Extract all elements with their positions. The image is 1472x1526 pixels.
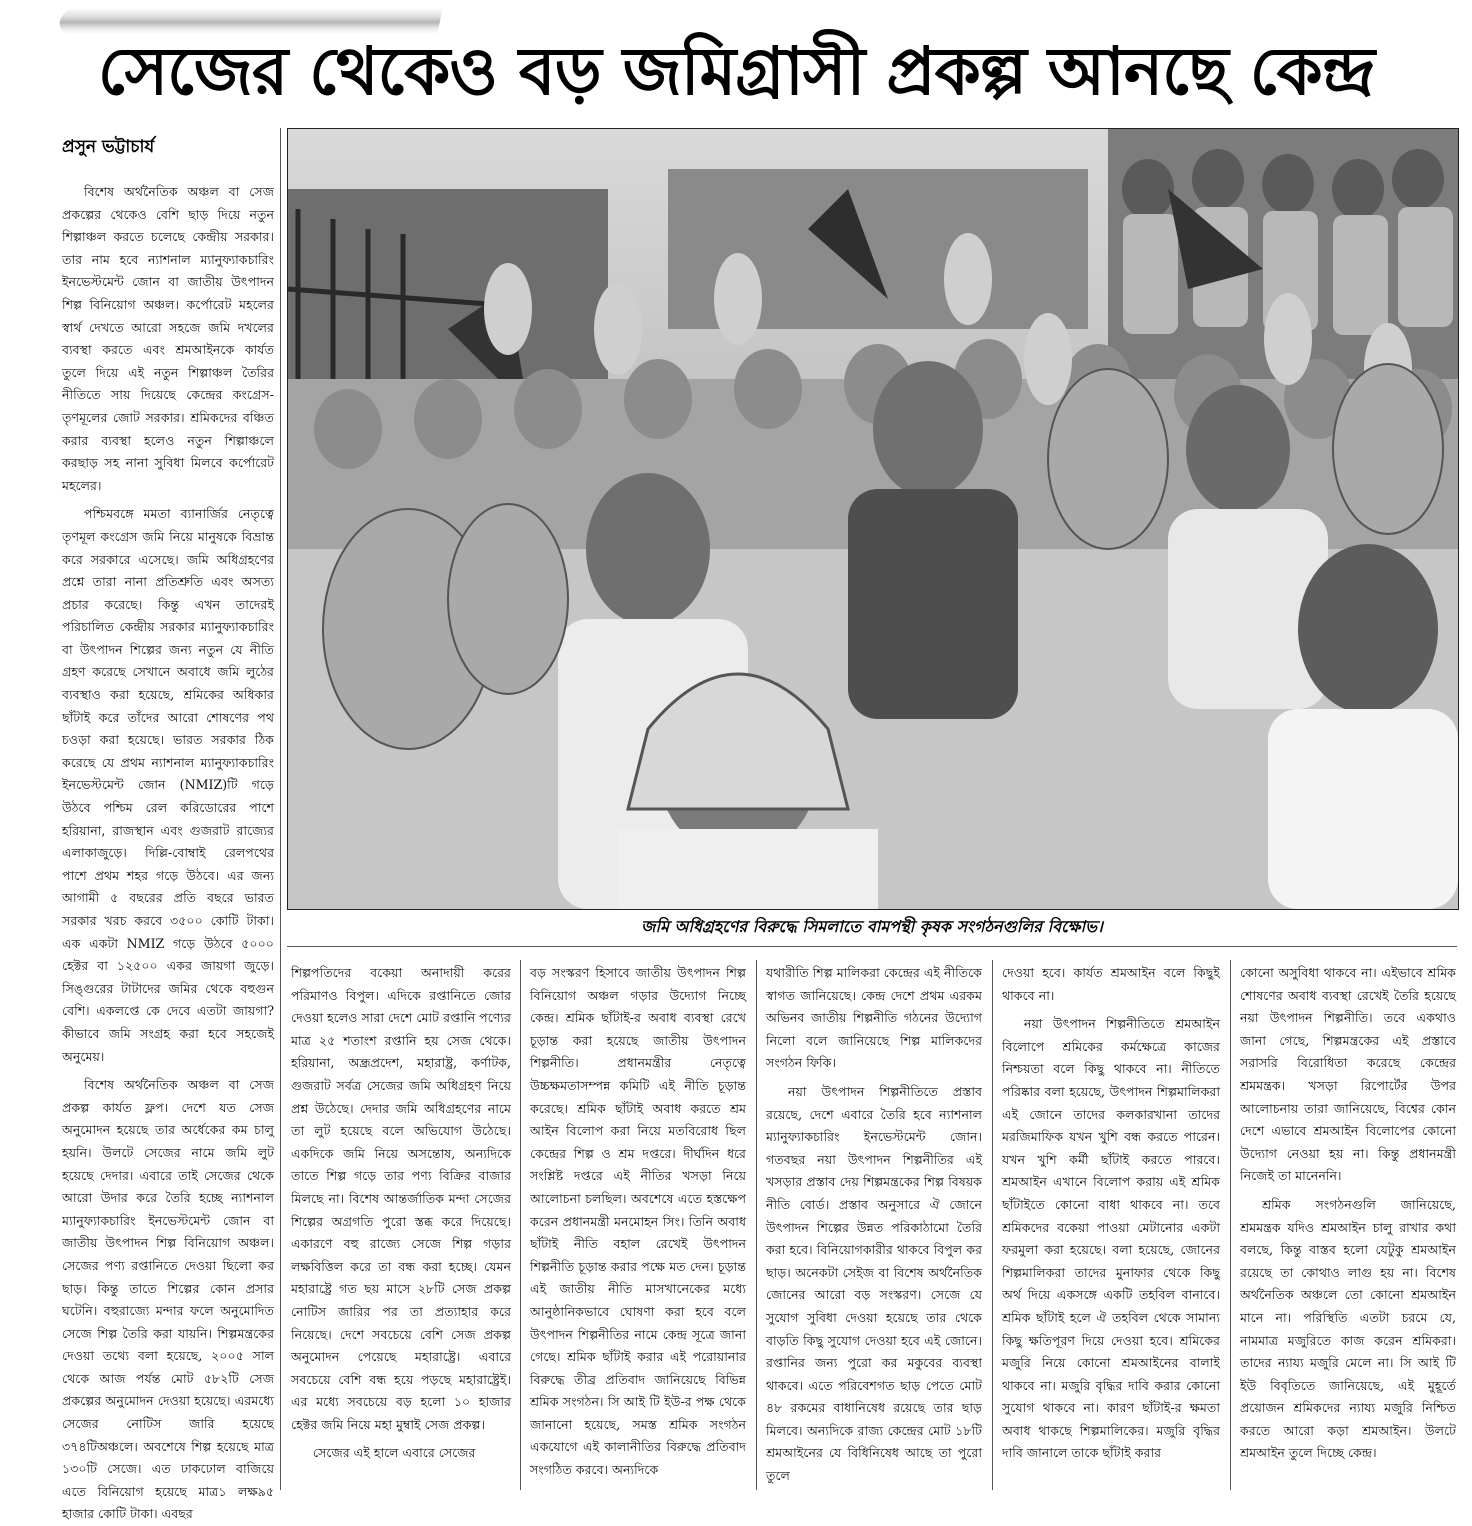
paragraph: বিশেষ অর্থনৈতিক অঞ্চল বা সেজ প্রকল্পের থেকেও বেশি ছাড় দিয়ে নতুন শিল্পাঞ্চল করতে চলেছে কেন্দ্রীয় সরকার। তার নাম হবে ন্যাশনাল ম্যানুফ্যাকচারিং ইনভেস্টমেন্ট জোন বা জাতীয় উৎপাদন শিল্প বিনিয়োগ অঞ্চল। কর্পোরেট মহলের স্বার্থ দেখতে আরো সহজে জমি দখলের ব্যবস্থা করতে এবং শ্রমআইনকে কার্যত তুলে দিয়ে এই নতুন শিল্পাঞ্চল তৈরির নীতিতে সায় দিয়েছে কেন্দ্রের কংগ্রেস-তৃণমূলের জোট সরকার। শ্রমিকদের বঞ্চিত করার ব্যবস্থা হলেও নতুন শিল্পাঞ্চলে করছাড় সহ নানা সুবিধা মিলবে কর্পোরেট মহলের। bbox=[62, 184, 274, 493]
paragraph: বিশেষ অর্থনৈতিক অঞ্চল বা সেজ প্রকল্প কার্যত ফ্লপ। দেশে যত সেজ অনুমোদন হয়েছে তার অর্ধেকের কম চালু হয়নি। উলটে সেজের নামে জমি লুট হয়েছে দেদার। এবারে তাই সেজের থেকে আরো উদার করে তৈরি হচ্ছে ন্যাশনাল ম্যানুফ্যাকচারিং ইনভেস্টমেন্ট জোন বা জাতীয় উৎপাদন শিল্প বিনিয়োগ অঞ্চল। সেজের পণ্য রপ্তানিতে দেওয়া ছিলো কর ছাড়। কিন্তু তাতে শিল্পের কোন প্রসার ঘটেনি। বহুরাজ্যে মন্দার ফলে অনুমোদিত সেজে শিল্প তৈরি করা যায়নি। শিল্পমন্ত্রকের দেওয়া তথ্যে বলা হয়েছে, ২০০৫ সাল থেকে আজ পর্যন্ত মোট ৫৮২টি সেজ প্রকল্পের অনুমোদন দেওয়া হয়েছে। এরমধ্যে সেজের নোটিস জারি হয়েছে ৩৭৪টিঅঞ্চলে। অবশেষে শিল্প হয়েছে মাত্র ১৩০টি সেজে। এত ঢাকঢোল বাজিয়ে এতে বিনিয়োগ হয়েছে মাত্র১ লক্ষ৯৫ হাজার কোটি টাকা। এবছর bbox=[62, 1077, 274, 1522]
byline: প্রসুন ভট্টাচার্য bbox=[62, 137, 155, 157]
caption-rule bbox=[287, 946, 1457, 947]
paragraph: কোনো অসুবিধা থাকবে না। এইভাবে শ্রমিক শোষণের অবাধ ব্যবস্থা রেখেই তৈরি হয়েছে নয়া উৎপাদন শিল্পনীতি। তবে একথাও জানা গেছে, শিল্পমন্ত্রকের এই প্রস্তাবে সরাসরি বিরোধিতা করেছে কেন্দ্রের শ্রমমন্ত্রক। খসড়া রিপোর্টের উপর আলোচনায় তারা জানিয়েছে, বিশ্বের কোন দেশে এভাবে শ্রমআইন বিলোপের কোনো উদ্যোগ নেওয়া হয় না। কিন্তু প্রধানমন্ত্রী নিজেই তা মানেননি। bbox=[1240, 965, 1456, 1184]
paragraph: শ্রমিক সংগঠনগুলি জানিয়েছে, শ্রমমন্ত্রক যদিও শ্রমআইন চালু রাখার কথা বলছে, কিন্তু বাস্তব হলো যেটুকু শ্রমআইন রয়েছে তা কোথাও লাগু হয় না। বিশেষ অর্থনৈতিক অঞ্চলে তো কোনো শ্রমআইন মানে না। পরিস্থিতি এতটা চরমে যে, নামমাত্র মজুরিতে কাজ করেন শ্রমিকরা। তাদের ন্যায্য মজুরি মেলে না। সি আই টি ইউ বিবৃতিতে জানিয়েছে, এই মুহূর্তে প্রয়োজন শ্রমিকদের ন্যায্য মজুরি নিশ্চিত করতে আরো কড়া শ্রমআইন। উলটে শ্রমআইন তুলে দিচ্ছে কেন্দ্র। bbox=[1240, 1196, 1456, 1461]
paragraph: বড় সংস্করণ হিসাবে জাতীয় উৎপাদন শিল্প বিনিয়োগ অঞ্চল গড়ার উদ্যোগ নিচ্ছে কেন্দ্র। শ্রমিক ছাঁটাই-র অবাধ ব্যবস্থা রেখে চূড়ান্ত করা হয়েছে জাতীয় উৎপাদন শিল্পনীতি। প্রধানমন্ত্রীর নেতৃত্বে উচ্চক্ষমতাসম্পন্ন কমিটি এই নীতি চূড়ান্ত করেছে। শ্রমিক ছাঁটাই অবাধ করতে শ্রম আইন বিলোপ করা নিয়ে মতবিরোধ ছিল কেন্দ্রের শিল্প ও শ্রম দপ্তরে। দীর্ঘদিন ধরে সংশ্লিষ্ট দপ্তরে এই নীতির খসড়া নিয়ে আলোচনা চলছিল। অবশেষে এতে হস্তক্ষেপ করেন প্রধানমন্ত্রী মনমোহন সিং। তিনি অবাধ ছাঁটাই নীতি বহাল রেখেই উৎপাদন শিল্পনীতি চূড়ান্ত করার পক্ষে মত দেন। চূড়ান্ত এই জাতীয় নীতি মাসখানেকের মধ্যে আনুষ্ঠানিকভাবে ঘোষণা করা হবে বলে উৎপাদন শিল্পনীতির নামে কেন্দ্র সূত্রে জানা গেছে। শ্রমিক ছাঁটাই করার এই পরোয়ানার বিরুদ্ধে তীব্র প্রতিবাদ জানিয়েছে বিভিন্ন শ্রমিক সংগঠন। সি আই টি ইউ-র পক্ষ থেকে জানানো হয়েছে, সমস্ত শ্রমিক সংগঠন একযোগে এই কালানীতির বিরুদ্ধে প্রতিবাদ সংগঠিত করবে। অন্যদিকে bbox=[530, 965, 746, 1478]
paragraph: শিল্পপতিদের বকেয়া অনাদায়ী করের পরিমাণও বিপুল। এদিকে রপ্তানিতে জোর দেওয়া হলেও সারা দেশে মোট রপ্তানি পণ্যের মাত্র ২৫ শতাংশ রপ্তানি হয় সেজ থেকে। হরিয়ানা, অন্ধ্রপ্রদেশ, মহারাষ্ট্র, কর্ণাটক, গুজরাট সর্বত্র সেজের জমি অধিগ্রহণ নিয়ে প্রশ্ন উঠেছে। দেদার জমি অধিগ্রহণের নামে তা লুট হয়েছে বলে অভিযোগ উঠেছে। একদিকে জমি নিয়ে অসন্তোষ, অন্যদিকে তাতে শিল্প গড়ে তার পণ্য বিক্রির বাজার মিলছে না। বিশেষ আন্তর্জাতিক মন্দা সেজের শিল্পের অগ্রগতি পুরো স্তব্ধ করে দিয়েছে। একারণে বহু রাজ্যে সেজে শিল্প গড়ার লক্ষবিত্তিল করে তা বন্ধ করা হচ্ছে। যেমন মহারাষ্ট্রে গত ছয় মাসে ২৮টি সেজ প্রকল্প নোটিস জারির পর তা প্রত্যাহার করে নিয়েছে। দেশে সবচেয়ে বেশি সেজ প্রকল্প অনুমোদন পেয়েছে মহারাষ্ট্রে। এবারে সবচেয়ে বেশি বন্ধ হয়ে পড়ছে মহারাষ্ট্রেই। এর মধ্যে সবচেয়ে বড় হলো ১০ হাজার হেক্টর জমি নিয়ে মহা মুম্বাই সেজ প্রকল্প। bbox=[291, 965, 511, 1432]
paragraph: পশ্চিমবঙ্গে মমতা ব্যানার্জির নেতৃত্বে তৃণমূল কংগ্রেস জমি নিয়ে মানুষকে বিভ্রান্ত করে সরকারে এসেছে। জমি অধিগ্রহণের প্রশ্নে তারা নানা প্রতিশ্রুতি এবং অসত্য প্রচার করেছে। কিন্তু এখন তাদেরই পরিচালিত কেন্দ্রীয় সরকার ম্যানুফ্যাকচারিং বা উৎপাদন শিল্পের জন্য নতুন যে নীতি গ্রহণ করেছে সেখানে অবাধে জমি লুঠের ব্যবস্থাও করা হয়েছে, শ্রমিকের অধিকার ছাঁটাই করে তাঁদের আরো শোষণের পথ চওড়া করা হয়েছে। ভারত সরকার ঠিক করেছে যে প্রথম ন্যাশনাল ম্যানুফ্যাকচারিং ইনভেস্টমেন্ট জোন (NMIZ)টি গড়ে উঠবে পশ্চিম রেল করিডোরের পাশে হরিয়ানা, রাজস্থান এবং গুজরাট রাজ্যের এলাকাজুড়ে। দিল্লি-বোম্বাই রেলপথের পাশে প্রথম শহর গড়ে উঠবে। এর জন্য আগামী ৫ বছরের প্রতি বছরে ভারত সরকার খরচ করবে ৩৫০০ কোটি টাকা। এক একটা NMIZ গড়ে উঠবে ৫০০০ হেক্টর বা ১২৫০০ একর জায়গা জুড়ে। সিঙ্গুরের টাটাদের জমির থেকে বহুগুন বেশি। একলপ্তে কে দেবে এতটা জায়গা? কীভাবে জমি সংগ্রহ করা হবে সহজেই অনুমেয়। bbox=[62, 506, 274, 1064]
article-column-6 bbox=[1240, 962, 1456, 1492]
paragraph: দেওয়া হবে। কার্যত শ্রমআইন বলে কিছুই থাকবে না। bbox=[1002, 965, 1220, 1003]
column-rule bbox=[520, 960, 521, 1490]
paragraph: যথারীতি শিল্প মালিকরা কেন্দ্রের এই নীতিকে স্বাগত জানিয়েছে। কেন্দ্র দেশে প্রথম এরকম অভিনব জাতীয় শিল্পনীতি গঠনের উদ্যোগ নিলো বলে জানিয়েছে শিল্প মালিকদের সংগঠন ফিকি। bbox=[766, 965, 982, 1071]
photo-caption: জমি অধিগ্রহণের বিরুদ্ধে সিমলাতে বামপন্থী কৃষক সংগঠনগুলির বিক্ষোভ। bbox=[641, 917, 1103, 936]
column-rule bbox=[280, 128, 281, 1490]
headline: সেজের থেকেও বড় জমিগ্রাসী প্রকল্প আনছে কেন্দ্র bbox=[97, 33, 1375, 110]
paragraph: নয়া উৎপাদন শিল্পনীতিতে প্রস্তাব রয়েছে, দেশে এবারে তৈরি হবে ন্যাশনাল ম্যানুফ্যাকচারিং ইনভেস্টমেন্ট জোন। গতবছর নয়া উৎপাদন শিল্পনীতির এই খসড়ার প্রস্তাব দেয় শিল্পমন্ত্রকের শিল্প বিষয়ক নীতি বোর্ড। প্রস্তাব অনুসারে ঐ জোনে উৎপাদন শিল্পের উন্নত পরিকাঠামো তৈরি করা হবে। বিনিয়োগকারীর থাকবে বিপুল কর ছাড়। অনেকটা সেইজ বা বিশেষ অর্থনৈতিক জোনের আরো বড় সংস্করণ। সেজে যে সুযোগ সুবিধা দেওয়া হয়েছে তার থেকে বাড়তি কিছু সুযোগ দেওয়া হবে এই জোনে। রপ্তানির জন্য পুরো কর মকুবের ব্যবস্থা থাকবে। এতে পরিবেশগত ছাড় পেতে মোট ৪৮ রকমের বাধানিষেধ রয়েছে তার ছাড় মিলবে। অন্যদিকে রাজ্য কেন্দ্রের মোট ১৮টি শ্রমআইনের যে বিধিনিষেধ আছে তা পুরো তুলে bbox=[766, 1083, 982, 1484]
article-column-5 bbox=[1002, 962, 1220, 1492]
paragraph: সেজের এই হালে এবারে সেজের bbox=[313, 1445, 476, 1461]
article-column-2 bbox=[291, 962, 511, 1492]
article-column-4 bbox=[766, 962, 982, 1492]
article-column-3 bbox=[530, 962, 746, 1492]
paragraph: নয়া উৎপাদন শিল্পনীতিতে শ্রমআইন বিলোপে শ্রমিকের কর্মক্ষেত্রে কাজের নিশ্চয়তা বলে কিছু থাকবে না। নীতিতে পরিষ্কার বলা হয়েছে, উৎপাদন শিল্পমালিকরা এই জোনে তাদের কলকারখানা তাদের মরজিমাফিক যখন খুশি বন্ধ করতে পারেন। যখন খুশি কর্মী ছাঁটাই করতে পারবে। শ্রমআইন এখানে বিলোপ করায় এই শ্রমিক ছাঁটাইতে কোনো বাধা থাকবে না। তবে শ্রমিকদের বকেয়া পাওয়া মেটানোর একটা ফরমুলা করা হয়েছে। বলা হয়েছে, জোনের শিল্পমালিকরা তাদের মুনাফার থেকে কিছু অর্থ দিয়ে একসঙ্গে একটি তহবিল বানাবে। শ্রমিক ছাঁটাই হলে ঐ তহবিল থেকে সামান্য কিছু ক্ষতিপূরণ দিয়ে দেওয়া হবে। শ্রমিকের মজুরি নিয়ে কোনো শ্রমআইনের বালাই থাকবে না। মজুরি বৃদ্ধির দাবি করার কোনো সুযোগ থাকবে না। কারণ ছাঁটাই-র ক্ষমতা অবাধ থাকছে শিল্পমালিকের। মজুরি বৃদ্ধির দাবি জানালে তাকে ছাঁটাই করার bbox=[1002, 1016, 1220, 1461]
column-rule bbox=[992, 960, 993, 1490]
protest-photo-illustration bbox=[288, 129, 1458, 909]
column-rule bbox=[756, 960, 757, 1490]
column-rule bbox=[1230, 960, 1231, 1490]
article-column-1 bbox=[62, 181, 274, 1522]
protest-photo bbox=[287, 128, 1459, 910]
